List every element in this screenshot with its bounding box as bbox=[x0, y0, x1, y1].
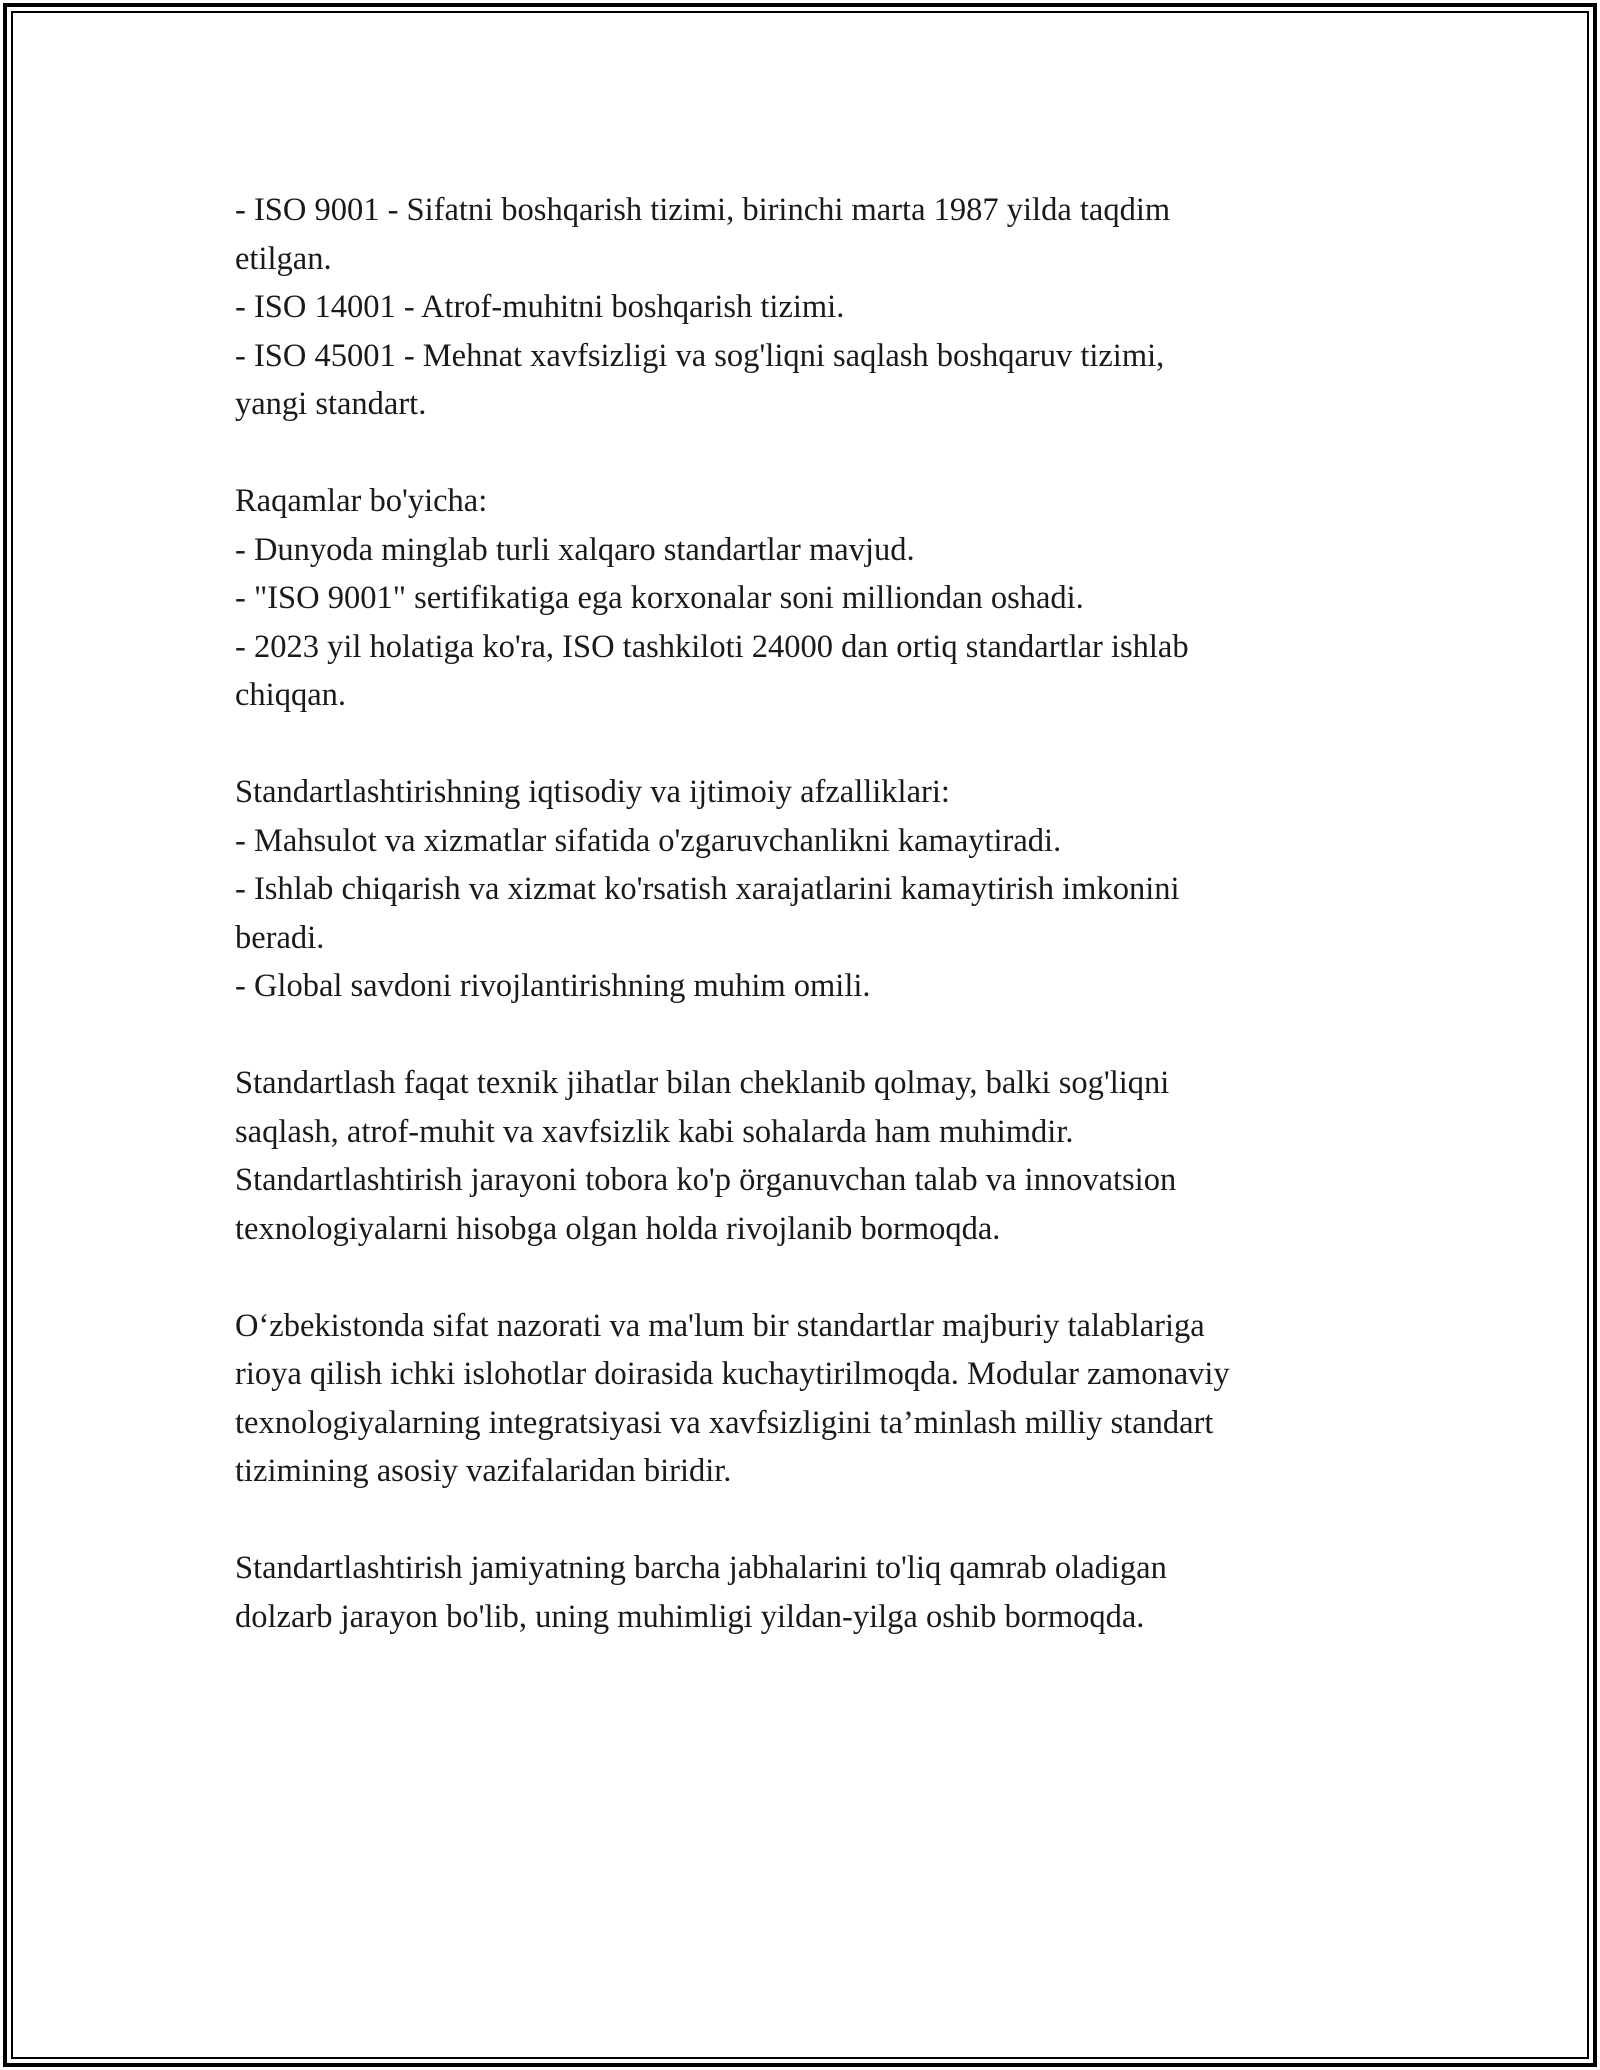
text-line: - 2023 yil holatiga ko'ra, ISO tashkiloti 24000 dan ortiq standartlar ishlab bbox=[235, 628, 1189, 665]
text-line: O‘zbekistonda sifat nazorati va ma'lum bir standartlar majburiy talablariga bbox=[235, 1307, 1205, 1344]
text-line: Standartlashtirishning iqtisodiy va ijtimoiy afzalliklari: bbox=[235, 774, 950, 810]
text-line: etilgan. bbox=[235, 240, 332, 277]
paragraph-numbers bbox=[235, 477, 1415, 720]
text-line: dolzarb jarayon bo'lib, uning muhimligi yildan-yilga oshib bormoqda. bbox=[235, 1598, 1145, 1635]
text-line: - Mahsulot va xizmatlar sifatida o'zgaruvchanlikni kamaytiradi. bbox=[235, 822, 1062, 859]
text-line: texnologiyalarni hisobga olgan holda rivojlanib bormoqda. bbox=[235, 1210, 1001, 1247]
text-line: texnologiyalarning integratsiyasi va xavfsizligini ta’minlash milliy standart bbox=[235, 1404, 1214, 1441]
text-line: - "ISO 9001" sertifikatiga ega korxonalar soni milliondan oshadi. bbox=[235, 580, 1084, 616]
text-line: Raqamlar bo'yicha: bbox=[235, 483, 488, 519]
paragraph-uzbekistan bbox=[235, 1302, 1415, 1496]
text-line: yangi standart. bbox=[235, 386, 427, 422]
text-line: - Ishlab chiqarish va xizmat ko'rsatish xarajatlarini kamaytirish imkonini bbox=[235, 871, 1180, 907]
paragraph-iso-standards bbox=[235, 186, 1415, 429]
text-line: - ISO 9001 - Sifatni boshqarish tizimi, birinchi marta 1987 yilda taqdim bbox=[235, 192, 1171, 228]
document-body bbox=[235, 186, 1415, 1690]
text-line: chiqqan. bbox=[235, 677, 347, 713]
text-line: Standartlashtirish jarayoni tobora ko'p örganuvchan talab va innovatsion bbox=[235, 1162, 1177, 1198]
text-line: - ISO 14001 - Atrof-muhitni boshqarish tizimi. bbox=[235, 289, 845, 325]
paragraph-benefits bbox=[235, 768, 1415, 1011]
text-line: - Global savdoni rivojlantirishning muhim omili. bbox=[235, 968, 871, 1004]
text-line: Standartlash faqat texnik jihatlar bilan cheklanib qolmay, balki sog'liqni bbox=[235, 1065, 1170, 1101]
text-line: beradi. bbox=[235, 919, 325, 956]
text-line: tizimining asosiy vazifalaridan biridir. bbox=[235, 1453, 732, 1489]
text-line: - Dunyoda minglab turli xalqaro standartlar mavjud. bbox=[235, 531, 915, 568]
paragraph-scope bbox=[235, 1059, 1415, 1253]
text-line: rioya qilish ichki islohotlar doirasida kuchaytirilmoqda. Modular zamonaviy bbox=[235, 1356, 1230, 1392]
text-line: saqlash, atrof-muhit va xavfsizlik kabi sohalarda ham muhimdir. bbox=[235, 1113, 1074, 1150]
text-line: - ISO 45001 - Mehnat xavfsizligi va sog'liqni saqlash boshqaruv tizimi, bbox=[235, 337, 1165, 374]
paragraph-conclusion bbox=[235, 1544, 1415, 1641]
text-line: Standartlashtirish jamiyatning barcha jabhalarini to'liq qamrab oladigan bbox=[235, 1550, 1167, 1586]
